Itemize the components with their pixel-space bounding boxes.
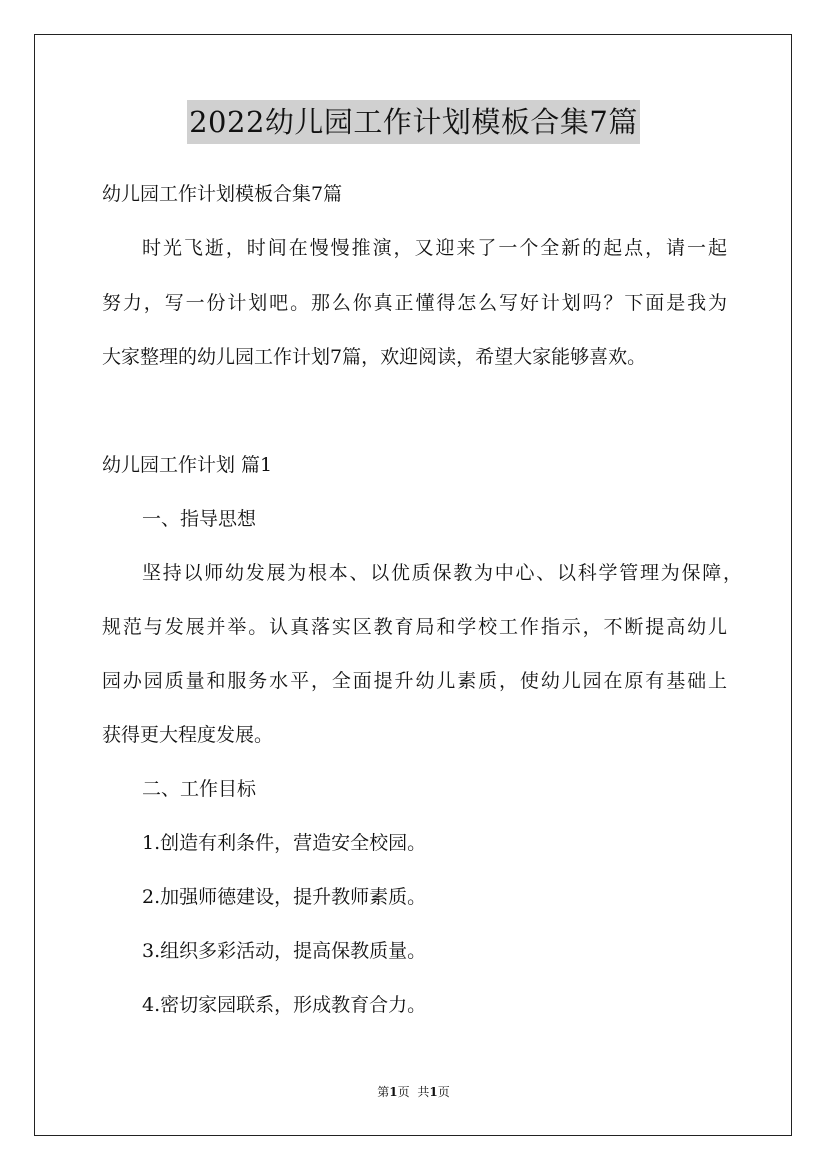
- document-title: 2022幼儿园工作计划模板合集7篇: [187, 100, 640, 144]
- part1-title: 一、指导思想: [142, 508, 257, 530]
- footer-total-number: 1: [429, 1085, 438, 1099]
- intro-line-2: 努力，写一份计划吧。那么你真正懂得怎么写好计划吗？下面是我为: [102, 292, 727, 314]
- document-subtitle: 幼儿园工作计划模板合集7篇: [102, 183, 343, 205]
- goal-item-3: 3.组织多彩活动，提高保教质量。: [142, 940, 427, 962]
- footer-page-number: 1: [389, 1085, 398, 1099]
- title-container: [0, 100, 827, 144]
- footer-total-suffix: 页: [437, 1085, 450, 1099]
- goal-item-4: 4.密切家园联系，形成教育合力。: [142, 994, 427, 1016]
- goal-item-1: 1.创造有利条件，营造安全校园。: [142, 832, 427, 854]
- intro-line-1: 时光飞逝，时间在慢慢推演，又迎来了一个全新的起点，请一起: [142, 237, 727, 259]
- part1-body-line-3: 园办园质量和服务水平，全面提升幼儿素质，使幼儿园在原有基础上: [102, 670, 727, 692]
- section-heading: 幼儿园工作计划 篇1: [102, 454, 273, 476]
- footer-page-prefix: 第: [377, 1085, 390, 1099]
- part1-body-line-1: 坚持以师幼发展为根本、以优质保教为中心、以科学管理为保障，: [142, 562, 742, 584]
- footer-page-suffix: 页: [397, 1085, 410, 1099]
- page-footer: [0, 1084, 827, 1100]
- footer-total-prefix: 共: [417, 1085, 430, 1099]
- part2-title: 二、工作目标: [142, 778, 257, 800]
- goal-item-2: 2.加强师德建设，提升教师素质。: [142, 886, 427, 908]
- part1-body-line-2: 规范与发展并举。认真落实区教育局和学校工作指示，不断提高幼儿: [102, 616, 727, 638]
- part1-body-line-4: 获得更大程度发展。: [102, 724, 274, 746]
- intro-line-3: 大家整理的幼儿园工作计划7篇，欢迎阅读，希望大家能够喜欢。: [102, 346, 647, 368]
